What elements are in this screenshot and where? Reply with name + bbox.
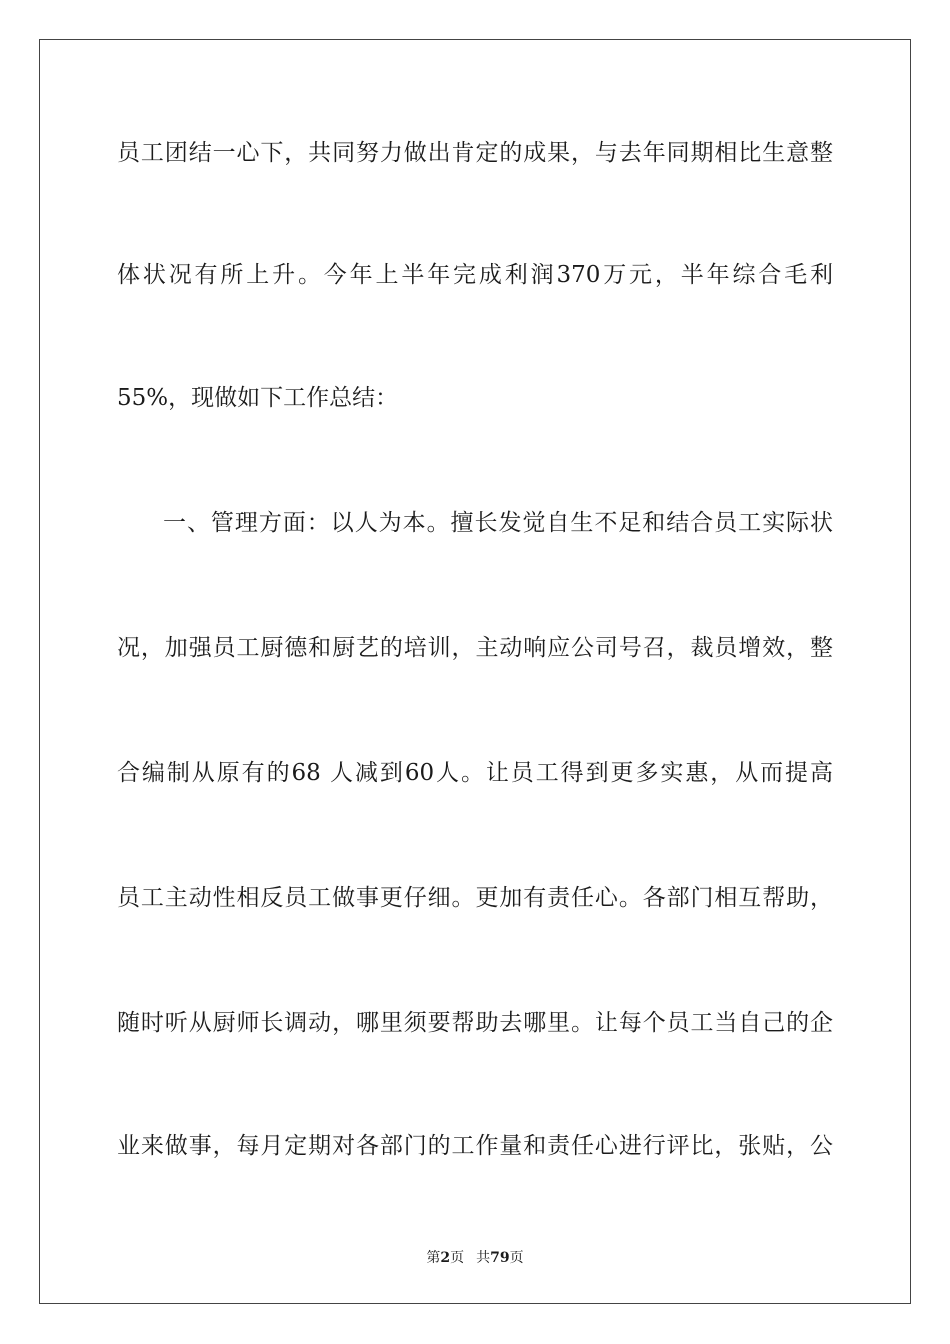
page-border (39, 39, 911, 1304)
paragraph-line-4: 一、管理方面：以人为本。擅长发觉自生不足和结合员工实际状 (163, 510, 833, 536)
paragraph-line-8: 随时听从厨师长调动，哪里须要帮助去哪里。让每个员工当自己的企 (117, 1010, 833, 1036)
paragraph-line-6: 合编制从原有的68 人减到60人。让员工得到更多实惠，从而提高 (117, 760, 833, 786)
footer-page-suffix: 页 (450, 1250, 465, 1266)
paragraph-line-5: 况，加强员工厨德和厨艺的培训，主动响应公司号召，裁员增效，整 (117, 635, 833, 661)
paragraph-line-1: 员工团结一心下，共同努力做出肯定的成果，与去年同期相比生意整 (117, 140, 833, 166)
footer-page-prefix: 第 (426, 1250, 441, 1266)
footer-total-pages: 79 (490, 1250, 510, 1266)
footer-page-number: 2 (440, 1250, 451, 1266)
page-footer (0, 1247, 950, 1267)
paragraph-line-2: 体状况有所上升。今年上半年完成利润370万元，半年综合毛利 (117, 262, 833, 288)
footer-total-suffix: 页 (509, 1250, 524, 1266)
paragraph-line-7: 员工主动性相反员工做事更仔细。更加有责任心。各部门相互帮助， (117, 885, 833, 911)
footer-total-prefix: 共 (476, 1250, 491, 1266)
paragraph-line-3: 55%，现做如下工作总结： (117, 385, 399, 411)
paragraph-line-9: 业来做事，每月定期对各部门的工作量和责任心进行评比，张贴，公 (117, 1133, 833, 1159)
